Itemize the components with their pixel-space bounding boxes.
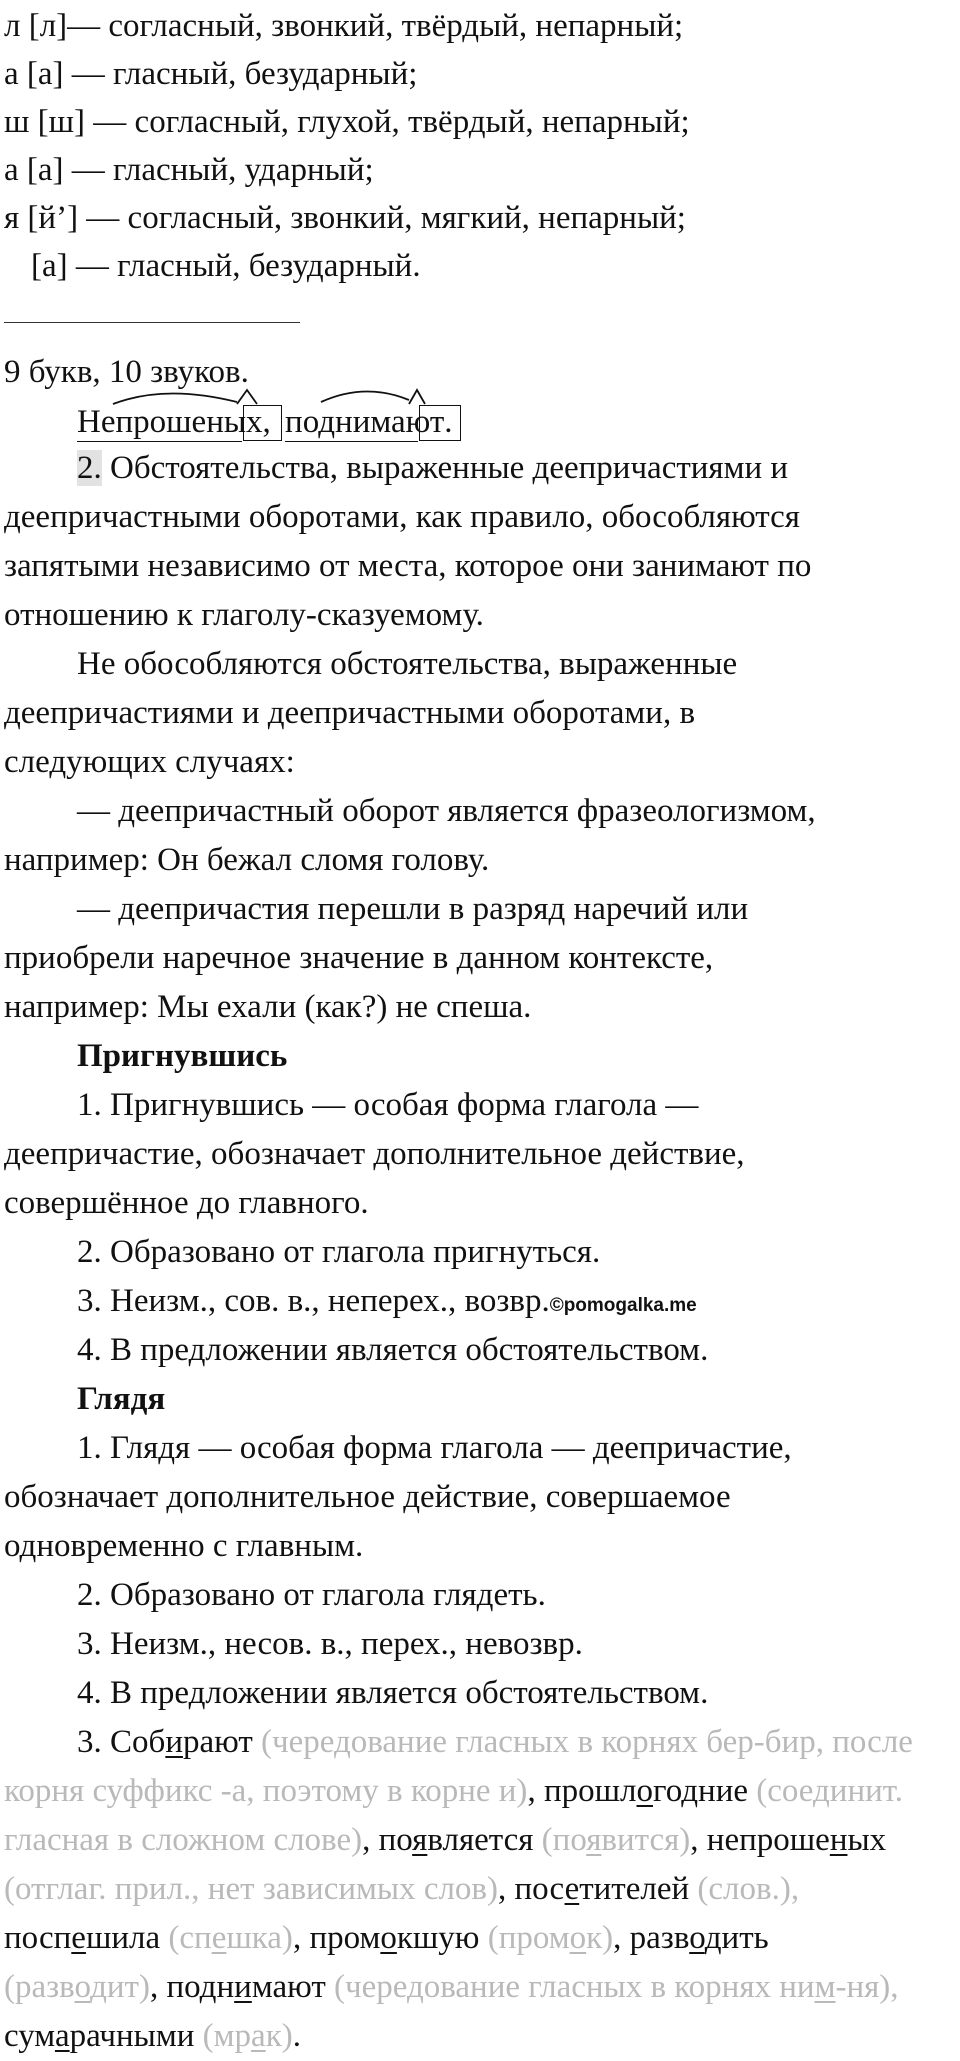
text: посп (4, 1920, 72, 1956)
text: рачными (69, 2018, 195, 2054)
vowel-mark: я (586, 1822, 602, 1858)
text: Обстоятельства, выраженные деепричастиями и (101, 450, 789, 486)
text: дить (704, 1920, 769, 1956)
text: 3. Соб (77, 1724, 166, 1760)
stem-underline (77, 441, 242, 442)
vowel-mark: а (54, 2018, 70, 2054)
text: тителей (579, 1871, 690, 1907)
word-item: 1. Пригнувшись — особая форма глагола — (77, 1087, 699, 1123)
word-item: одновременно с главным. (4, 1528, 364, 1564)
vowel-mark: н (829, 1822, 848, 1858)
word-item (77, 1281, 697, 1326)
word-item: 3. Неизм., несов. в., перех., невозвр. (77, 1626, 583, 1662)
explanation: к) (586, 1920, 614, 1956)
explanation: шка) (226, 1920, 293, 1956)
ending-box (243, 405, 282, 441)
text: , по (362, 1822, 413, 1858)
section-2-line: следующих случаях: (4, 744, 295, 780)
explanation: (разв (4, 1969, 75, 2005)
section-2-line: деепричастиями и деепричастными оборотами, в (4, 695, 696, 731)
section-2-line: деепричастными оборотами, как правило, обособляются (4, 499, 800, 535)
phonetic-line: [а] — гласный, безударный. (31, 248, 421, 284)
vowel-mark: а (251, 2018, 266, 2054)
explanation: (сп (160, 1920, 212, 1956)
explanation: (чередование гласных в корнях ни (325, 1969, 815, 2005)
morphemic-period: . (444, 404, 453, 440)
explanation: (чередование гласных в корнях бер-бир, после (252, 1724, 913, 1760)
explanation: корня суффикс -а, поэтому в корне и) (4, 1773, 528, 1809)
morphemic-word-text: Непрошеных (77, 404, 263, 440)
section-2-line (77, 448, 788, 488)
explanation: гласная в сложном слове) (4, 1822, 363, 1858)
section-3-line (4, 1820, 886, 1860)
vowel-mark: о (569, 1920, 587, 1956)
explanation: (пром (479, 1920, 570, 1956)
section-3-line (4, 2016, 301, 2056)
text: рают (182, 1724, 253, 1760)
text: , пром (292, 1920, 381, 1956)
vowel-mark: е (71, 1920, 86, 1956)
word-item: 4. В предложении является обстоятельством. (77, 1675, 709, 1711)
explanation: (по (533, 1822, 587, 1858)
text: , пос (498, 1871, 565, 1907)
word-item: обозначает дополнительное действие, совершаемое (4, 1479, 731, 1515)
divider-line (4, 322, 300, 323)
explanation: к) (265, 2018, 293, 2054)
vowel-mark: и (234, 1969, 252, 2005)
ending-box (419, 405, 461, 441)
text: шила (85, 1920, 161, 1956)
section-3-line (4, 1771, 903, 1811)
explanation: (отглаг. прил., нет зависимых слов) (4, 1871, 499, 1907)
vowel-mark: я (412, 1822, 428, 1858)
section-2-line: отношению к глаголу-сказуемому. (4, 597, 484, 633)
text: годние (652, 1773, 749, 1809)
vowel-mark: м (814, 1969, 836, 2005)
morphemic-comma: , (262, 404, 271, 440)
word-item: 4. В предложении является обстоятельством. (77, 1332, 709, 1368)
word-heading: Глядя (77, 1381, 166, 1417)
text: , непроше (690, 1822, 830, 1858)
vowel-mark: о (636, 1773, 653, 1809)
word-item: 2. Образовано от глагола пригнуться. (77, 1234, 601, 1270)
explanation: (мр (194, 2018, 252, 2054)
text: . (292, 2018, 301, 2054)
text: ых (847, 1822, 887, 1858)
stem-underline (285, 441, 418, 442)
section-2-line: — деепричастия перешли в разряд наречий или (77, 891, 749, 927)
section-2-line: Не обособляются обстоятельства, выраженные (77, 646, 738, 682)
word-heading: Пригнувшись (77, 1038, 288, 1074)
vowel-mark: о (74, 1969, 91, 2005)
phonetic-line: а [а] — гласный, безударный; (4, 56, 418, 92)
section-3-line (77, 1722, 913, 1762)
explanation: (соединит. (748, 1773, 903, 1809)
vowel-mark: и (165, 1724, 183, 1760)
morphemic-word-neproshenykh (77, 402, 263, 442)
section-2-line: например: Мы ехали (как?) не спеша. (4, 989, 532, 1025)
vowel-mark: е (211, 1920, 227, 1956)
text: вляется (427, 1822, 534, 1858)
text: мают (251, 1969, 326, 2005)
text: кшую (396, 1920, 480, 1956)
text: , прошл (527, 1773, 637, 1809)
explanation: вится) (601, 1822, 691, 1858)
word-item: деепричастие, обозначает дополнительное действие, (4, 1136, 745, 1172)
section-3-line (4, 1967, 899, 2007)
section-2-line: приобрели наречное значение в данном контексте, (4, 940, 714, 976)
section-2-line: например: Он бежал сломя голову. (4, 842, 490, 878)
phonetic-line: л [л]— согласный, звонкий, твёрдый, непарный; (4, 8, 684, 44)
vowel-mark: о (689, 1920, 705, 1956)
section-2-line: запятыми независимо от места, которое они занимают по (4, 548, 812, 584)
text: , разв (613, 1920, 690, 1956)
explanation: (слов.), (689, 1871, 800, 1907)
morphemic-word-podnimayut (285, 402, 444, 442)
morphemic-analysis (77, 402, 453, 442)
letters-sounds-count: 9 букв, 10 звуков. (4, 354, 249, 390)
section-2-line: — деепричастный оборот является фразеологизмом, (77, 793, 816, 829)
explanation: дит) (90, 1969, 150, 2005)
phonetic-line: а [а] — гласный, ударный; (4, 152, 374, 188)
section-number: 2. (77, 450, 102, 486)
text: сум (4, 2018, 55, 2054)
vowel-mark: е (564, 1871, 580, 1907)
phonetic-line: ш [ш] — согласный, глухой, твёрдый, непарный; (4, 104, 690, 140)
word-item: совершённое до главного. (4, 1185, 369, 1221)
word-item: 1. Глядя — особая форма глагола — деепричастие, (77, 1430, 792, 1466)
vowel-mark: о (380, 1920, 397, 1956)
section-3-line (4, 1918, 769, 1958)
morphemic-word-text: поднимают (285, 404, 445, 440)
text: , подн (149, 1969, 235, 2005)
word-item: 2. Образовано от глагола глядеть. (77, 1577, 546, 1613)
explanation: -ня), (835, 1969, 899, 2005)
text: 3. Неизм., сов. в., неперех., возвр. (77, 1283, 550, 1319)
watermark: ©pomogalka.me (549, 1295, 697, 1316)
section-3-line (4, 1869, 799, 1909)
phonetic-line: я [й’] — согласный, звонкий, мягкий, непарный; (4, 200, 686, 236)
